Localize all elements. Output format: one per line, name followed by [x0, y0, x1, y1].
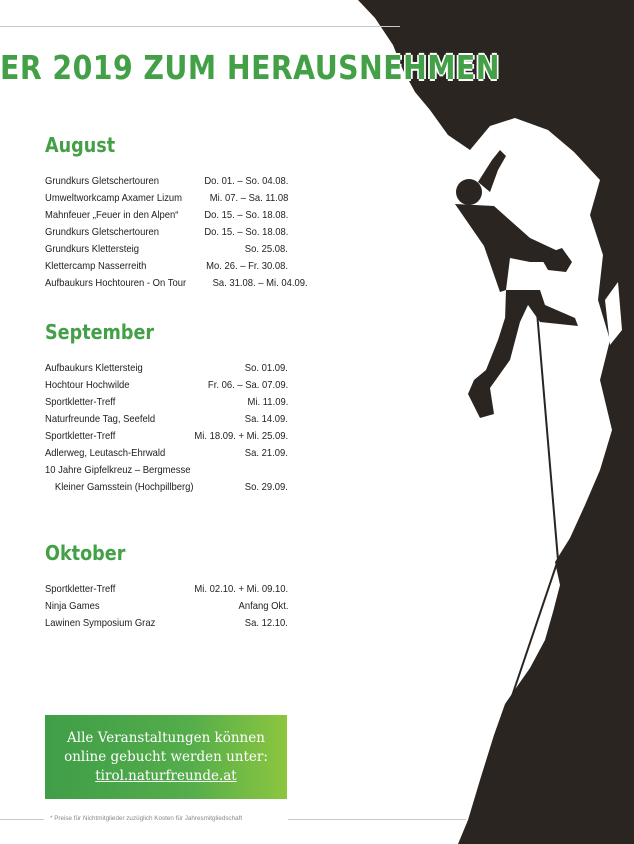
- event-row: [45, 581, 288, 598]
- event-row: [45, 173, 288, 190]
- event-name: Mahnfeuer „Feuer in den Alpen“: [45, 209, 179, 221]
- event-row: [45, 394, 288, 411]
- event-row: [45, 190, 288, 207]
- event-date: So. 25.08.: [244, 243, 288, 255]
- event-row: [45, 428, 288, 445]
- event-name: Grundkurs Gletschertouren: [45, 226, 159, 238]
- rock-wall-shape: [358, 0, 634, 844]
- event-row: [45, 360, 288, 377]
- event-list-august: [45, 173, 308, 292]
- price-footnote: * Preise für Nichtmitglieder zuzüglich Kosten für Jahresmitgliedschaft: [50, 815, 243, 822]
- event-name: 10 Jahre Gipfelkreuz – Bergmesse: [45, 464, 191, 476]
- event-date: Do. 15. – So. 18.08.: [203, 226, 288, 238]
- event-name: Grundkurs Gletschertouren: [45, 175, 159, 187]
- event-name: Klettercamp Nasserreith: [45, 260, 147, 272]
- event-row: [45, 241, 288, 258]
- month-heading-oktober: Oktober: [45, 541, 126, 565]
- event-date: Mi. 11.09.: [247, 396, 288, 408]
- event-row: [45, 445, 288, 462]
- event-name: Aufbaukurs Hochtouren - On Tour: [45, 277, 187, 289]
- event-list-oktober: [45, 581, 288, 632]
- month-heading-september: September: [45, 320, 155, 344]
- event-name: Umweltworkcamp Axamer Lizum: [45, 192, 183, 204]
- event-list-september: [45, 360, 288, 496]
- event-date: Do. 01. – So. 04.08.: [203, 175, 288, 187]
- climber-figure: [455, 150, 578, 418]
- event-row: [45, 615, 288, 632]
- event-date: Mi. 18.09. + Mi. 25.09.: [194, 430, 288, 442]
- event-row: [45, 258, 288, 275]
- event-date: Sa. 14.09.: [244, 413, 288, 425]
- event-date: Do. 15. – So. 18.08.: [203, 209, 288, 221]
- event-date: Mi. 07. – Sa. 11.08: [209, 192, 288, 204]
- event-name: Aufbaukurs Klettersteig: [45, 362, 143, 374]
- event-row: [45, 479, 288, 496]
- event-name: Adlerweg, Leutasch-Ehrwald: [45, 447, 166, 459]
- booking-info-line-2: online gebucht werden unter:: [64, 748, 268, 765]
- event-row: [45, 598, 288, 615]
- event-date: Mo. 26. – Fr. 30.08.: [206, 260, 288, 272]
- event-date: Mi. 02.10. + Mi. 09.10.: [194, 583, 288, 595]
- event-name: Hochtour Hochwilde: [45, 379, 130, 391]
- event-name: Ninja Games: [45, 600, 100, 612]
- month-heading-august: August: [45, 133, 116, 157]
- event-name: Sportkletter-Treff: [45, 396, 116, 408]
- event-date: Sa. 12.10.: [244, 617, 288, 629]
- event-row: [45, 207, 288, 224]
- event-name: Naturfreunde Tag, Seefeld: [45, 413, 156, 425]
- event-row: [45, 377, 288, 394]
- top-divider: [0, 26, 400, 27]
- website-link[interactable]: tirol.naturfreunde.at: [95, 767, 237, 784]
- event-name: Sportkletter-Treff: [45, 583, 116, 595]
- footer-divider-right: [288, 819, 466, 820]
- footer-divider-left: [0, 819, 44, 820]
- event-date: So. 01.09.: [244, 362, 288, 374]
- event-name: Sportkletter-Treff: [45, 430, 116, 442]
- event-date: Anfang Okt.: [238, 600, 288, 612]
- event-date: Sa. 31.08. – Mi. 04.09.: [212, 277, 308, 289]
- event-row: [45, 224, 288, 241]
- event-row: [45, 275, 308, 292]
- climbing-rope: [536, 300, 558, 560]
- booking-info-box: [45, 715, 287, 799]
- event-name: Kleiner Gamsstein (Hochpillberg): [54, 481, 194, 493]
- event-row: [45, 462, 288, 479]
- event-row: [45, 411, 288, 428]
- booking-info-line-1: Alle Veranstaltungen können: [67, 729, 265, 746]
- event-name: Grundkurs Klettersteig: [45, 243, 140, 255]
- event-date: Sa. 21.09.: [244, 447, 288, 459]
- event-name: Lawinen Symposium Graz: [45, 617, 156, 629]
- page-headline: ER 2019 ZUM HERAUSNEHMEN: [0, 48, 500, 87]
- event-date: So. 29.09.: [244, 481, 288, 493]
- event-date: Fr. 06. – Sa. 07.09.: [207, 379, 288, 391]
